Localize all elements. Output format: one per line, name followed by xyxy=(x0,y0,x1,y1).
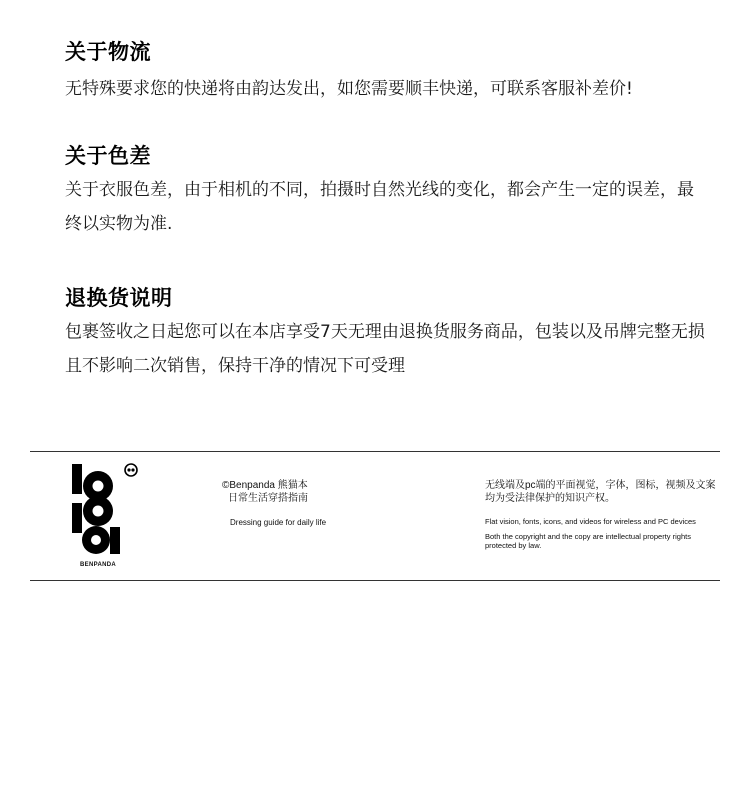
copyright-en-2: Both the copyright and the copy are intellectual property rights protected by law. xyxy=(485,532,691,550)
logistics-text: 无特殊要求您的快递将由韵达发出，如您需要顺丰快递，可联系客服补差价! xyxy=(65,79,633,99)
color-difference-section xyxy=(65,142,705,241)
return-policy-title: 退换货说明 xyxy=(65,286,173,310)
benpanda-logo xyxy=(70,460,142,570)
color-difference-text: 关于衣服色差，由于相机的不同，拍摄时自然光线的变化，都会产生一定的误差，最终以实物为准. xyxy=(65,180,694,234)
brand-name: ©Benpanda 熊猫本 xyxy=(222,480,308,491)
copyright-en-1: Flat vision, fonts, icons, and videos for wireless and PC devices xyxy=(485,517,696,526)
brand-info xyxy=(222,479,326,529)
copyright-cn: 无线端及pc端的平面视觉，字体，图标，视频及文案均为受法律保护的知识产权。 xyxy=(485,480,716,504)
brand-tagline: Dressing guide for daily life xyxy=(230,518,327,527)
brand-slogan: 日常生活穿搭指南 xyxy=(228,493,308,504)
return-policy-section xyxy=(65,284,705,383)
copyright-notice xyxy=(485,479,717,550)
logistics-section xyxy=(65,38,705,106)
logistics-title: 关于物流 xyxy=(65,40,151,64)
logo-wordmark: BENPANDA xyxy=(80,562,116,568)
color-difference-title: 关于色差 xyxy=(65,144,151,168)
brand-footer xyxy=(30,451,720,581)
bpa-logo-icon xyxy=(70,460,142,560)
return-policy-text: 包裹签收之日起您可以在本店享受7天无理由退换货服务商品，包装以及吊牌完整无损且不影响二次销售，保持干净的情况下可受理 xyxy=(65,322,705,376)
